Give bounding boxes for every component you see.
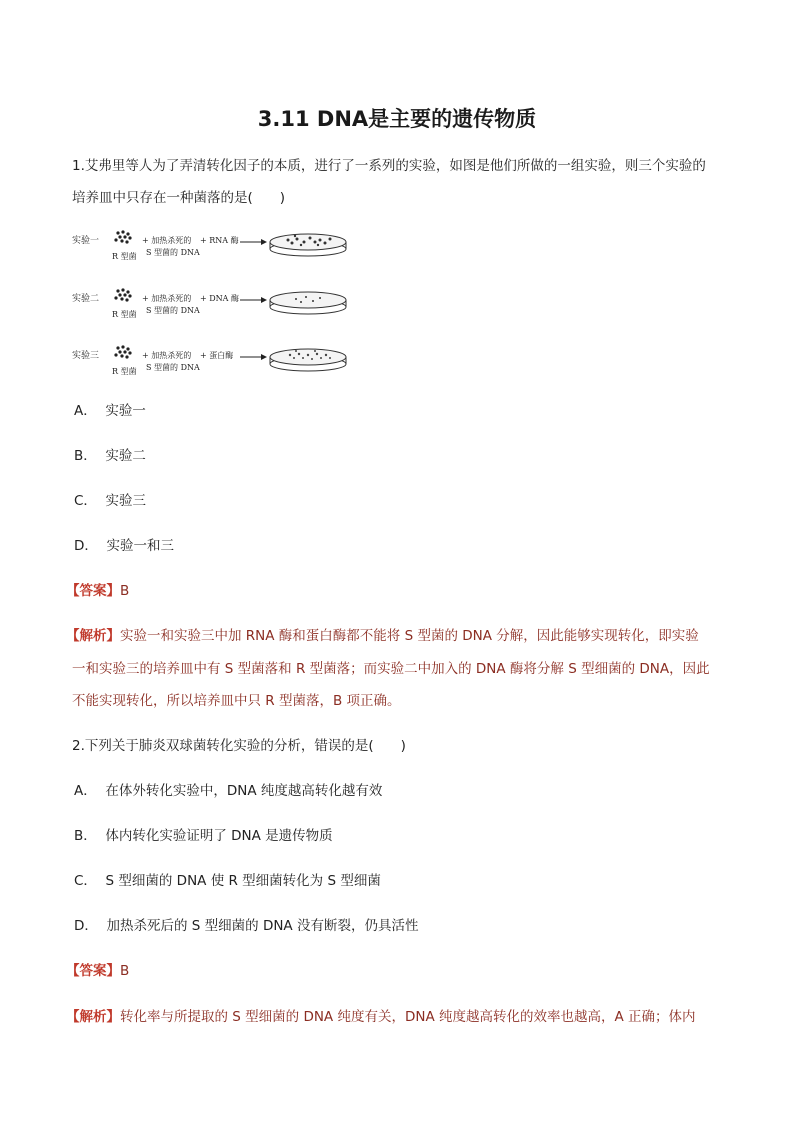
- experiment-3-additive-2: S 型菌的 DNA: [146, 363, 200, 372]
- experiment-3-label: 实验三: [72, 351, 100, 361]
- question-2-stem: 2.下列关于肺炎双球菌转化实验的分析，错误的是( ): [72, 738, 406, 754]
- question-2-answer: [66, 958, 718, 984]
- experiment-figure: [68, 222, 368, 382]
- question-1-stem-line-2: 培养皿中只存在一种菌落的是( ): [72, 190, 286, 206]
- question-2-option-d: D． 加热杀死后的 S 型细菌的 DNA 没有断裂，仍具活性: [74, 918, 419, 934]
- experiment-2-additive-2: S 型菌的 DNA: [146, 306, 200, 315]
- question-1-analysis-line-1: 【解析】实验一和实验三中加 RNA 酶和蛋白酶都不能将 S 型菌的 DNA 分解，因此能够实现转化，即实验: [66, 628, 699, 644]
- experiment-2-additive-1: + 加热杀死的: [142, 294, 192, 303]
- experiment-3-strain: R 型菌: [112, 367, 137, 376]
- experiment-1-enzyme: + RNA 酶: [200, 236, 239, 245]
- question-2-option-b: B． 体内转化实验证明了 DNA 是遗传物质: [74, 828, 333, 844]
- question-1-option-c: C． 实验三: [74, 493, 147, 509]
- experiment-1-strain: R 型菌: [112, 252, 137, 261]
- experiment-1-additive-1: + 加热杀死的: [142, 236, 192, 245]
- petri-dish-icon: [270, 234, 346, 256]
- analysis-tag: 【解析】: [66, 628, 120, 644]
- question-2-option-c: C． S 型细菌的 DNA 使 R 型细菌转化为 S 型细菌: [74, 873, 381, 889]
- question-1-option-d: D． 实验一和三: [74, 538, 174, 554]
- experiment-3-enzyme: + 蛋白酶: [200, 351, 234, 360]
- answer-value: B: [120, 963, 130, 979]
- question-1-option-b: B． 实验二: [74, 448, 146, 464]
- experiment-1-additive-2: S 型菌的 DNA: [146, 248, 200, 257]
- answer-value: B: [120, 583, 130, 599]
- experiment-2-label: 实验二: [72, 294, 100, 304]
- experiment-2-enzyme: + DNA 酶: [200, 294, 239, 303]
- bacteria-cluster-icon: [114, 230, 131, 243]
- analysis-tag: 【解析】: [66, 1009, 120, 1025]
- bacteria-cluster-icon: [114, 345, 131, 358]
- experiment-3-additive-1: + 加热杀死的: [142, 351, 192, 360]
- experiment-row-3: [72, 345, 346, 376]
- answer-tag: 【答案】: [66, 583, 120, 599]
- experiment-row-2: [72, 288, 346, 319]
- experiment-2-strain: R 型菌: [112, 310, 137, 319]
- question-2-analysis-line-1: 【解析】转化率与所提取的 S 型细菌的 DNA 纯度有关，DNA 纯度越高转化的效率也越高，A 正确；体内: [66, 1009, 696, 1025]
- experiment-1-label: 实验一: [72, 236, 100, 246]
- petri-dish-icon: [270, 349, 346, 371]
- question-2-option-a: A． 在体外转化实验中，DNA 纯度越高转化越有效: [74, 783, 383, 799]
- question-1-stem-line-1: 1.艾弗里等人为了弄清转化因子的本质，进行了一系列的实验，如图是他们所做的一组实验，则三个实验的: [72, 158, 706, 174]
- experiment-row-1: [72, 230, 346, 261]
- question-1-answer: [66, 578, 718, 604]
- page-title: 3.11 DNA是主要的遗传物质: [257, 107, 537, 131]
- bacteria-cluster-icon: [114, 288, 131, 301]
- question-1-analysis-line-2: 一和实验三的培养皿中有 S 型菌落和 R 型菌落；而实验二中加入的 DNA 酶将分解 S 型细菌的 DNA，因此: [72, 661, 710, 677]
- question-1-option-a: A． 实验一: [74, 403, 146, 419]
- question-1-analysis-line-3: 不能实现转化，所以培养皿中只 R 型菌落，B 项正确。: [72, 693, 401, 709]
- answer-tag: 【答案】: [66, 963, 120, 979]
- petri-dish-icon: [270, 292, 346, 314]
